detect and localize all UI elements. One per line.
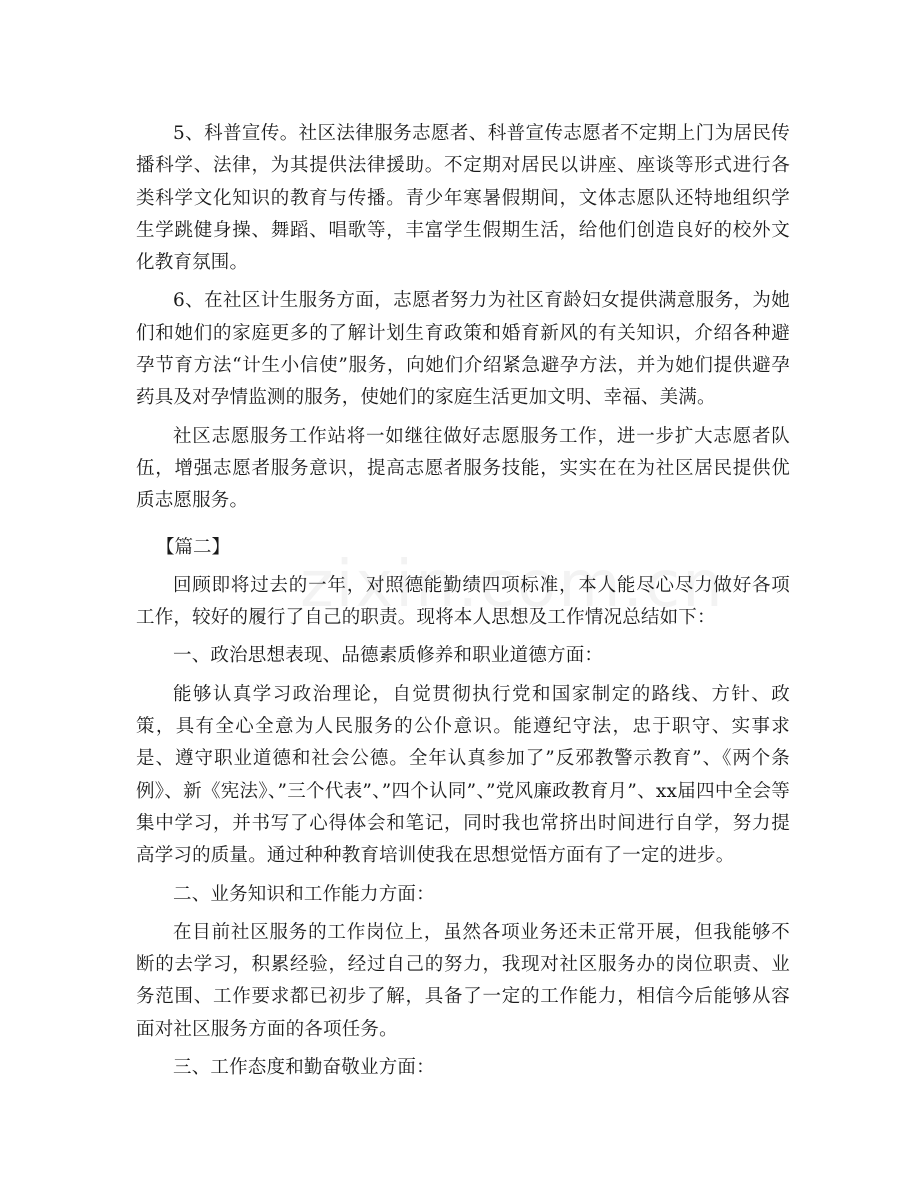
section-heading: 【篇二】 [156, 536, 231, 558]
paragraph-science-promotion: 5、科普宣传。社区法律服务志愿者、科普宣传志愿者不定期上门为居民传播科学、法律，为其提供法律援助。不定期对居民以讲座、座谈等形式进行各类科学文化知识的教育与传播。青少年寒暑假期间，文体志愿队还特地组织学生学跳健身操、舞蹈、唱歌等，丰富学生假期生活，给他们创造良好的校外文化教育氛围。 [136, 123, 790, 274]
paragraph-political-study: 能够认真学习政治理论，自觉贯彻执行党和国家制定的路线、方针、政策，具有全心全意为人民服务的公仆意识。能遵纪守法，忠于职守、实事求是、遵守职业道德和社会公德。全年认真参加了”反邪教警示教育”、《两个条例》、新《宪法》、”三个代表”、”四个认同”、”党风廉政教育月”、xx届四中全会等集中学习，并书写了心得体会和笔记，同时我也常挤出时间进行自学，努力提高学习的质量。通过种种教育培训使我在思想觉悟方面有了一定的进步。 [136, 683, 790, 867]
subheading-business-knowledge: 二、业务知识和工作能力方面： [173, 883, 435, 905]
paragraph-volunteer-station: 社区志愿服务工作站将一如继往做好志愿服务工作，进一步扩大志愿者队伍，增强志愿者服务意识，提高志愿者服务技能，实实在在为社区居民提供优质志愿服务。 [136, 425, 790, 512]
paragraph-family-planning: 6、在社区计生服务方面，志愿者努力为社区育龄妇女提供满意服务，为她们和她们的家庭更多的了解计划生育政策和婚育新风的有关知识，介绍各种避孕节育方法“计生小信使”服务，向她们介绍紧急避孕方法，并为她们提供避孕药具及对孕情监测的服务，使她们的家庭生活更加文明、幸福、美满。 [136, 290, 790, 409]
paragraph-review-intro: 回顾即将过去的一年，对照德能勤绩四项标准，本人能尽心尽力做好各项工作，较好的履行了自己的职责。现将本人思想及工作情况总结如下： [136, 574, 790, 629]
paragraph-business-ability: 在目前社区服务的工作岗位上，虽然各项业务还未正常开展，但我能够不断的去学习，积累经验，经过自己的努力，我现对社区服务办的岗位职责、业务范围、工作要求都已初步了解，具备了一定的工作能力，相信今后能够从容面对社区服务方面的各项任务。 [136, 921, 790, 1040]
document-page [136, 118, 790, 1084]
subheading-political-thought: 一、政治思想表现、品德素质修养和职业道德方面： [173, 645, 604, 667]
subheading-work-attitude: 三、工作态度和勤奋敬业方面： [173, 1057, 435, 1079]
